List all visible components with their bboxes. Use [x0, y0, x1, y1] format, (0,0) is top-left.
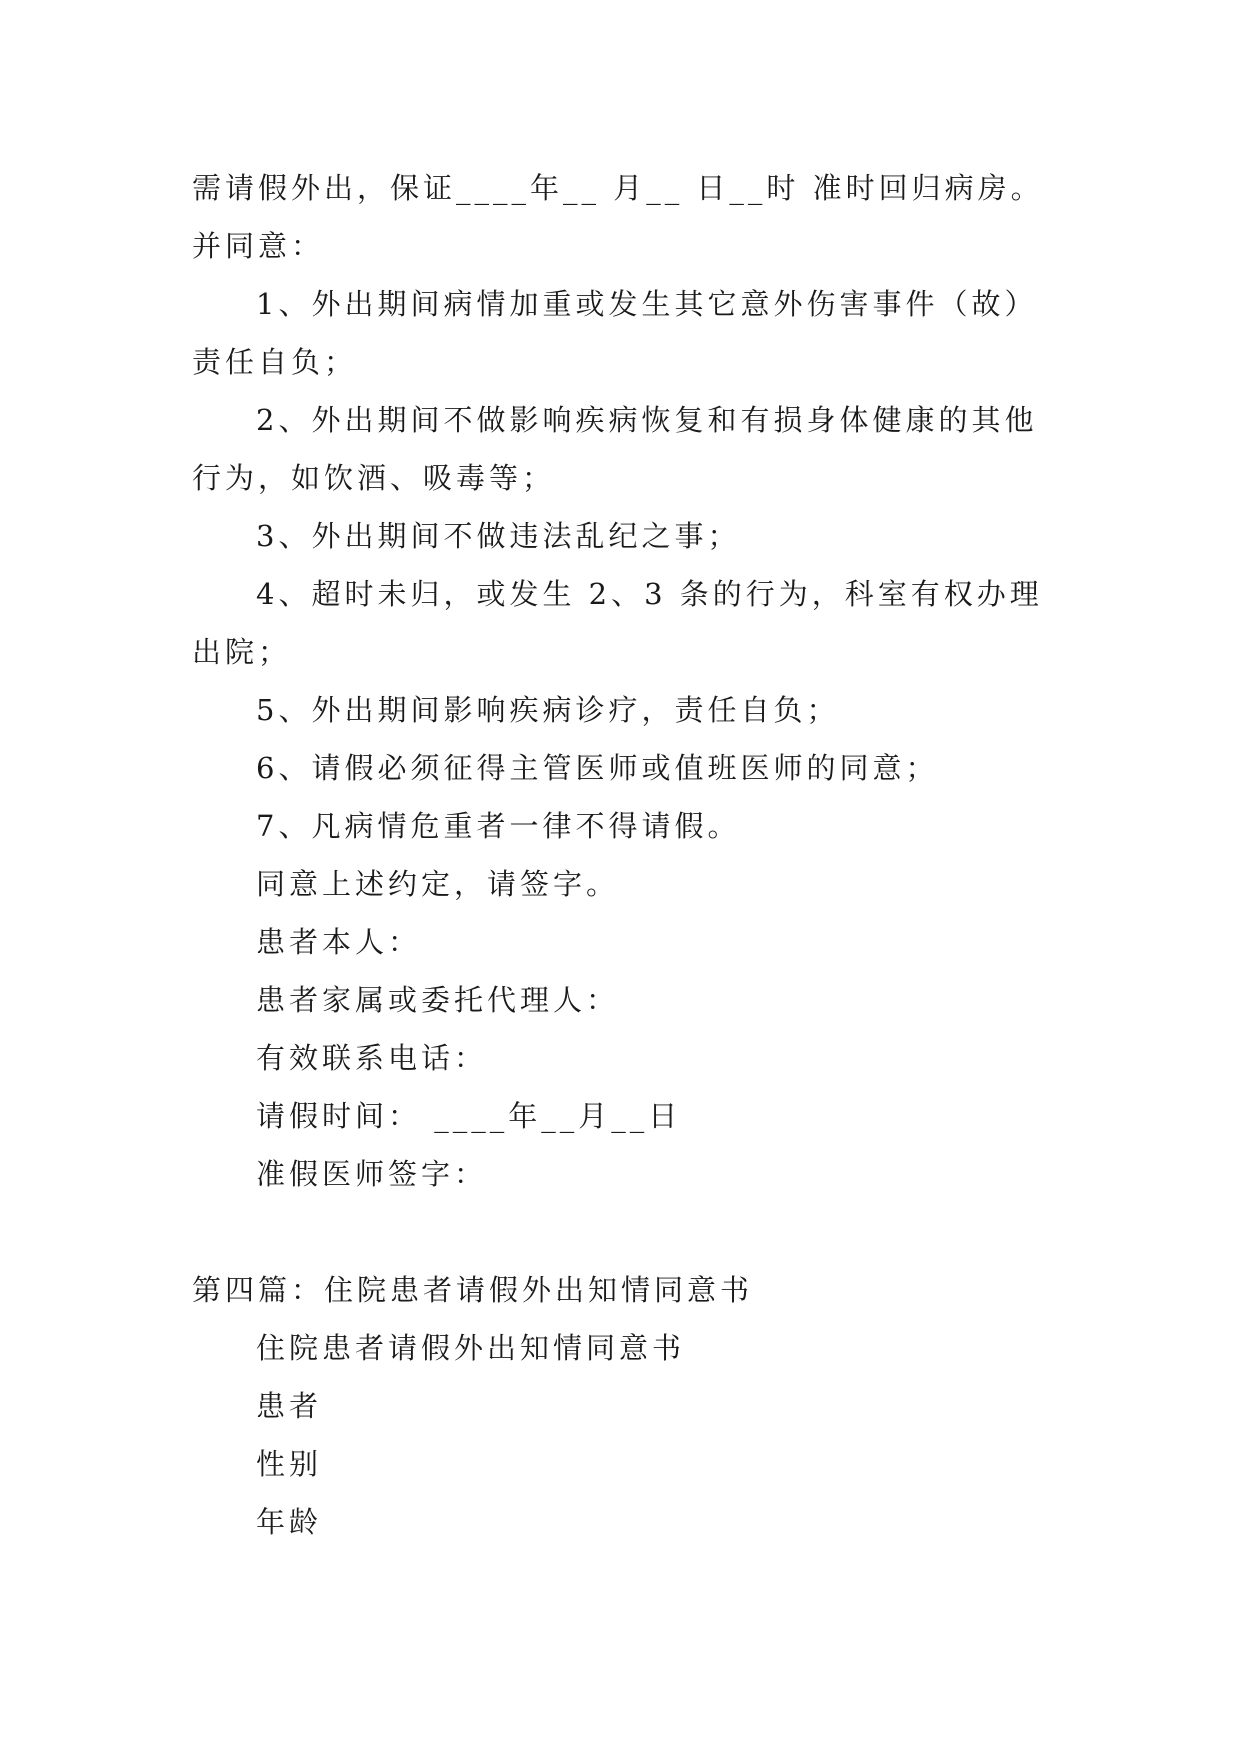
rule-7: 7、凡病情危重者一律不得请假。	[256, 809, 741, 843]
section4-heading: 第四篇：住院患者请假外出知情同意书	[192, 1273, 754, 1307]
rule-2-line-1: 2、外出期间不做影响疾病恢复和有损身体健康的其他	[256, 403, 1038, 437]
leave-date-label: 请假时间： ____年__月__日	[256, 1099, 682, 1133]
field-age: 年龄	[256, 1505, 323, 1539]
patient-signature-label: 患者本人：	[256, 925, 422, 959]
rule-1-line-2: 责任自负；	[192, 345, 358, 379]
agree-statement: 同意上述约定，请签字。	[256, 867, 620, 901]
phone-label: 有效联系电话：	[256, 1041, 488, 1075]
section4-subtitle: 住院患者请假外出知情同意书	[256, 1331, 686, 1365]
rule-5: 5、外出期间影响疾病诊疗，责任自负；	[256, 693, 840, 727]
rule-4-line-2: 出院；	[192, 635, 292, 669]
rule-4-line-1: 4、超时未归，或发生 2、3 条的行为，科室有权办理	[256, 577, 1043, 611]
field-patient: 患者	[256, 1389, 323, 1423]
intro-line-1: 需请假外出，保证____年__ 月__ 日__时 准时回归病房。	[192, 171, 1044, 205]
rule-2-line-2: 行为，如饮酒、吸毒等；	[192, 461, 556, 495]
rule-1-line-1: 1、外出期间病情加重或发生其它意外伤害事件（故）	[256, 287, 1038, 321]
field-gender: 性别	[256, 1447, 323, 1481]
intro-line-2: 并同意：	[192, 229, 325, 263]
rule-6: 6、请假必须征得主管医师或值班医师的同意；	[256, 751, 939, 785]
rule-3: 3、外出期间不做违法乱纪之事；	[256, 519, 741, 553]
doctor-signature-label: 准假医师签字：	[256, 1157, 488, 1191]
family-signature-label: 患者家属或委托代理人：	[256, 983, 620, 1017]
